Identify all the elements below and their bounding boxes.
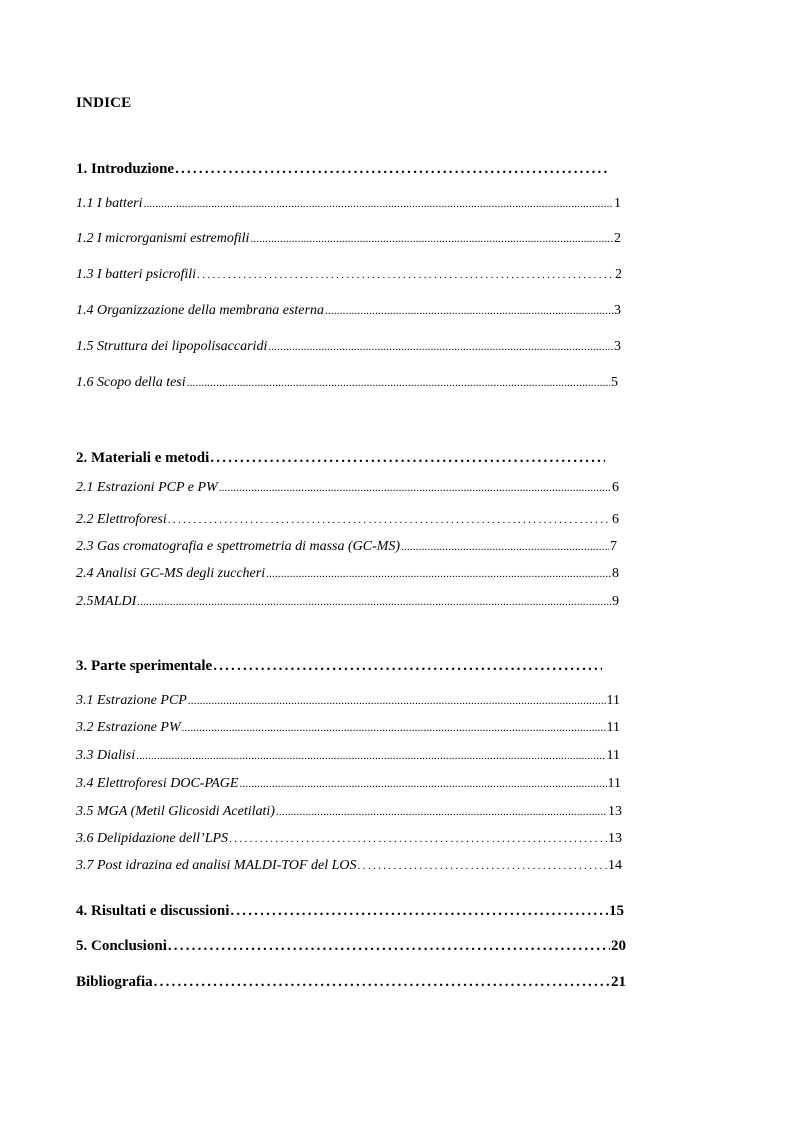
toc-section-title: 1.1 I batteri <box>76 196 143 211</box>
toc-section-1-1[interactable] <box>76 196 621 216</box>
toc-section-3-3[interactable] <box>76 748 620 768</box>
toc-chapter-bibliografia[interactable] <box>76 974 626 994</box>
toc-section-title: 3.3 Dialisi <box>76 748 136 763</box>
toc-section-2-2[interactable] <box>76 512 619 532</box>
toc-chapter-title: 2. Materiali e metodi <box>76 450 210 466</box>
toc-section-title: 1.6 Scopo della tesi <box>76 375 186 390</box>
toc-page-number: 9 <box>612 594 619 609</box>
toc-leader <box>168 514 611 526</box>
toc-leader <box>401 541 609 553</box>
toc-section-1-2[interactable] <box>76 231 621 251</box>
toc-page-number: 13 <box>608 831 622 846</box>
toc-leader <box>266 568 611 580</box>
toc-leader <box>276 806 607 818</box>
toc-page-number: 6 <box>612 512 619 527</box>
index-heading: INDICE <box>76 95 132 111</box>
toc-section-title: 3.6 Delipidazione dell’LPS <box>76 831 229 846</box>
toc-section-1-5[interactable] <box>76 339 621 359</box>
toc-page-number: 1 <box>614 196 621 211</box>
toc-page-number: 20 <box>611 938 626 954</box>
toc-page-number: 11 <box>606 720 620 735</box>
toc-leader <box>154 974 610 991</box>
toc-section-title: 1.2 I microrganismi estremofili <box>76 231 250 246</box>
toc-leader <box>210 450 605 467</box>
toc-page-number: 7 <box>610 539 617 554</box>
toc-leader <box>188 695 606 707</box>
toc-page-number: 3 <box>614 339 621 354</box>
toc-leader <box>137 596 611 608</box>
toc-section-title: 3.2 Estrazione PW <box>76 720 181 735</box>
toc-leader <box>144 198 614 210</box>
toc-leader <box>182 722 606 734</box>
toc-section-2-1[interactable] <box>76 480 619 500</box>
toc-section-2-4[interactable] <box>76 566 619 586</box>
toc-leader <box>168 938 610 955</box>
toc-section-2-3[interactable] <box>76 539 617 559</box>
toc-chapter-risultati-discussioni[interactable] <box>76 903 624 923</box>
toc-page-number: 11 <box>606 693 620 708</box>
toc-section-title: 1.5 Struttura dei lipopolisaccaridi <box>76 339 268 354</box>
toc-section-3-4[interactable] <box>76 776 621 796</box>
toc-section-title: 3.7 Post idrazina ed analisi MALDI-TOF del LOS <box>76 858 357 873</box>
toc-page-number: 6 <box>612 480 619 495</box>
toc-section-3-7[interactable] <box>76 858 622 878</box>
toc-leader <box>136 750 605 762</box>
toc-page-number: 5 <box>611 375 618 390</box>
toc-section-1-4[interactable] <box>76 303 621 323</box>
toc-section-3-6[interactable] <box>76 831 622 851</box>
toc-section-3-1[interactable] <box>76 693 620 713</box>
toc-section-title: 2.2 Elettroforesi <box>76 512 167 527</box>
toc-section-title: 3.4 Elettroforesi DOC-PAGE <box>76 776 239 791</box>
toc-leader <box>230 903 608 920</box>
toc-leader <box>229 833 607 845</box>
toc-section-title: 2.1 Estrazioni PCP e PW <box>76 480 218 495</box>
toc-chapter-title: Bibliografia <box>76 974 153 990</box>
toc-chapter-materiali-metodi[interactable] <box>76 450 606 470</box>
toc-leader <box>268 341 613 353</box>
toc-section-1-3[interactable] <box>76 267 622 287</box>
toc-chapter-title: 3. Parte sperimentale <box>76 658 213 674</box>
toc-leader <box>358 860 607 872</box>
toc-section-3-2[interactable] <box>76 720 620 740</box>
toc-section-1-6[interactable] <box>76 375 618 395</box>
toc-page-number: 21 <box>611 974 626 990</box>
toc-chapter-introduzione[interactable] <box>76 161 610 181</box>
toc-chapter-parte-sperimentale[interactable] <box>76 658 603 678</box>
toc-leader <box>250 233 613 245</box>
toc-leader <box>325 305 613 317</box>
toc-page-number: 3 <box>614 303 621 318</box>
toc-leader <box>187 377 610 389</box>
toc-section-title: 1.4 Organizzazione della membrana esterna <box>76 303 324 318</box>
toc-page-number: 13 <box>608 804 622 819</box>
toc-section-title: 2.3 Gas cromatografia e spettrometria di massa (GC-MS) <box>76 539 401 554</box>
toc-section-title: 3.1 Estrazione PCP <box>76 693 187 708</box>
toc-leader <box>239 778 606 790</box>
toc-chapter-conclusioni[interactable] <box>76 938 626 958</box>
toc-section-3-5[interactable] <box>76 804 622 824</box>
toc-leader <box>219 482 611 494</box>
toc-section-title: 2.5MALDI <box>76 594 137 609</box>
toc-page-number: 15 <box>609 903 624 919</box>
toc-page-number: 11 <box>606 748 620 763</box>
toc-page-number: 2 <box>615 267 622 282</box>
toc-page-number: 14 <box>608 858 622 873</box>
toc-leader <box>175 161 609 178</box>
toc-page-number: 8 <box>612 566 619 581</box>
toc-section-title: 3.5 MGA (Metil Glicosidi Acetilati) <box>76 804 275 819</box>
toc-leader <box>213 658 602 675</box>
toc-section-title: 2.4 Analisi GC-MS degli zuccheri <box>76 566 266 581</box>
toc-section-title: 1.3 I batteri psicrofili <box>76 267 197 282</box>
toc-chapter-title: 5. Conclusioni <box>76 938 167 954</box>
toc-leader <box>197 269 614 281</box>
toc-section-2-5[interactable] <box>76 594 619 614</box>
toc-chapter-title: 1. Introduzione <box>76 161 175 177</box>
toc-page-number: 2 <box>614 231 621 246</box>
toc-page-number: 11 <box>607 776 621 791</box>
toc-chapter-title: 4. Risultati e discussioni <box>76 903 230 919</box>
